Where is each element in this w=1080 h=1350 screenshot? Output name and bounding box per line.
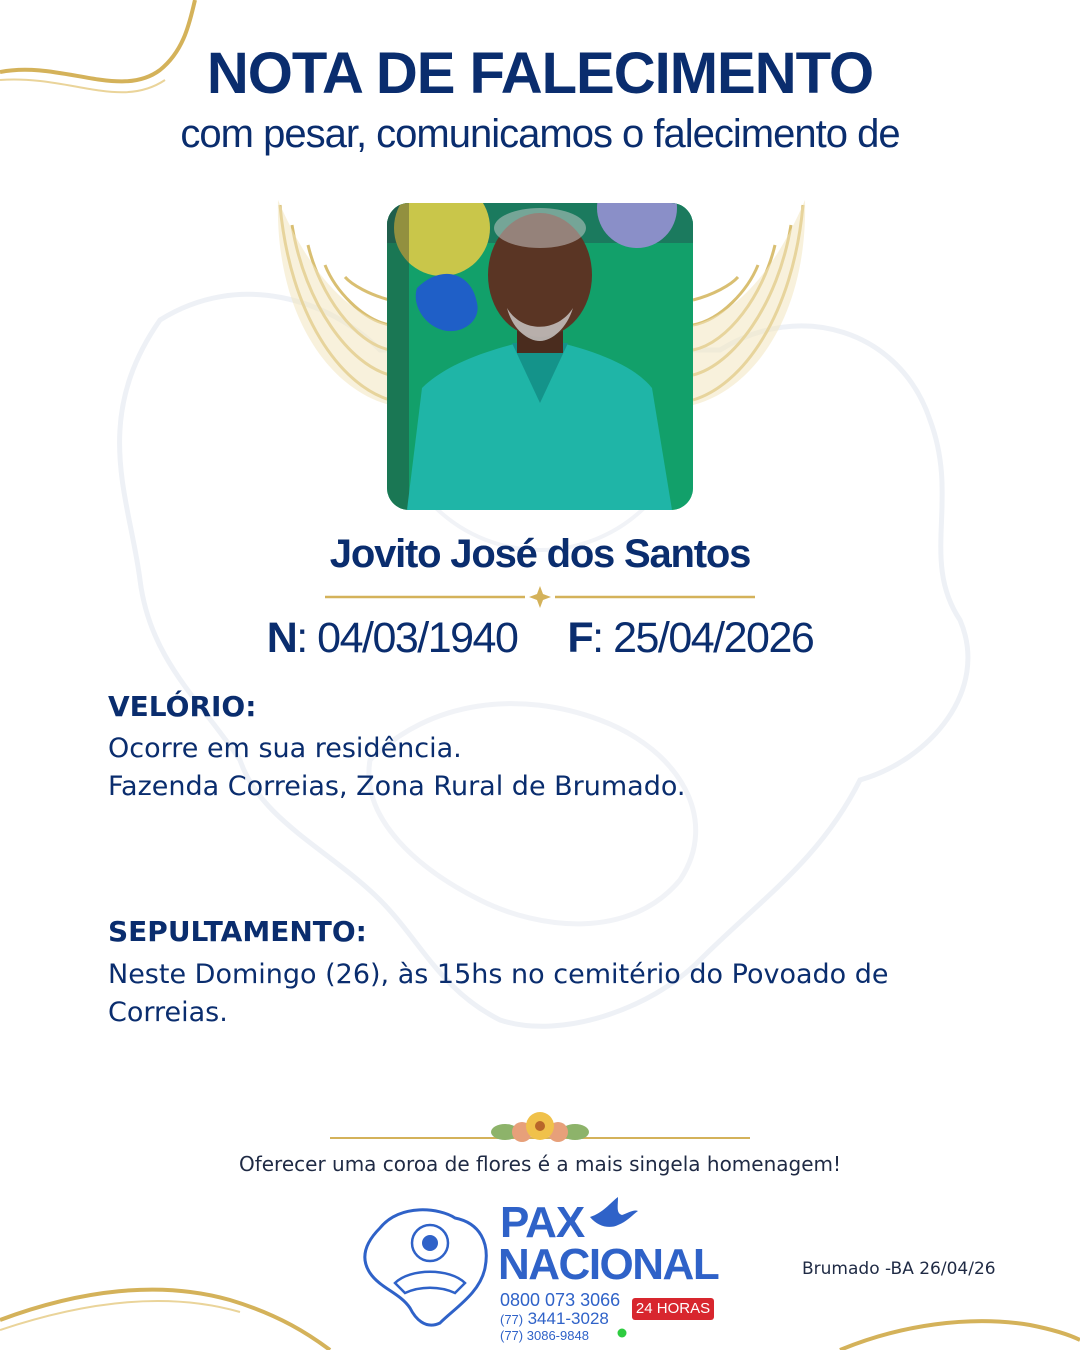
left-wing-icon [270, 195, 395, 410]
page-title: NOTA DE FALECIMENTO [206, 41, 874, 106]
tribute-message: Oferecer uma coroa de flores é a mais singela homenagem! [238, 1152, 842, 1176]
flower-icon [491, 1112, 589, 1142]
sepultamento-heading: SEPULTAMENTO: [108, 915, 367, 948]
24h-badge: 24 HORAS [632, 1298, 714, 1320]
brand-map-logo [360, 1198, 492, 1330]
whatsapp-icon [617, 1328, 627, 1338]
velorio-line-2: Fazenda Correias, Zona Rural de Brumado. [108, 771, 686, 802]
birth-label: N [266, 614, 297, 662]
brand-name-line-2: NACIONAL [498, 1240, 719, 1289]
phone-3 [500, 1328, 589, 1343]
gold-curve-bottom-left-thin [0, 1301, 240, 1330]
phone-tollfree: 0800 073 3066 [500, 1290, 621, 1310]
phone-3-area: (77) [500, 1328, 524, 1343]
life-dates: N: 04/03/1940 F: 25/04/2026 [266, 614, 814, 662]
floral-divider [330, 1108, 750, 1152]
portrait-illustration [387, 203, 693, 510]
birth-date: 04/03/1940 [317, 614, 518, 662]
phone-2-area: (77) [500, 1312, 524, 1327]
dove-icon [588, 1195, 640, 1237]
star-icon [529, 586, 551, 608]
death-date: 25/04/2026 [613, 614, 814, 662]
handshake-icon [395, 1272, 465, 1293]
phone-2 [500, 1309, 609, 1329]
gold-curve-bottom-left [0, 1290, 330, 1350]
gold-curve-bottom-right [840, 1321, 1080, 1350]
death-label: F [567, 614, 593, 662]
velorio-line-1: Ocorre em sua residência. [108, 733, 462, 764]
place-and-date: Brumado -BA 26/04/26 [802, 1259, 996, 1279]
portrait-photo [387, 203, 693, 510]
page-subtitle: com pesar, comunicamos o falecimento de [180, 112, 900, 156]
sepultamento-text: Neste Domingo (26), às 15hs no cemitério do Povoado de Correias. [108, 959, 889, 1028]
velorio-heading: VELÓRIO: [108, 690, 257, 723]
phone-3-number: 3086-9848 [526, 1328, 589, 1343]
brand-name-line-1: PAX [500, 1198, 585, 1247]
phone-2-number: 3441-3028 [527, 1309, 609, 1328]
name-divider [325, 585, 755, 609]
velorio-text [108, 730, 968, 806]
deceased-name: Jovito José dos Santos [329, 532, 751, 576]
right-wing-icon [688, 195, 813, 410]
